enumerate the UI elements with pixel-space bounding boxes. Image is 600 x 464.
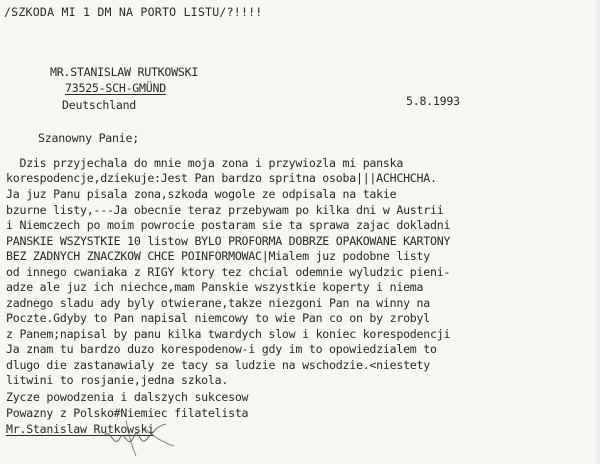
closing-wish: Zycze powodzenia i dalszych sukcesow	[6, 390, 249, 404]
body-line: Poczte.Gdyby to Pan napisal niemcowy to wie Pan co on by zrobyl	[6, 311, 430, 325]
body-line: adze ale juz ich niechce,mam Panskie wszystkie koperty i niema	[6, 280, 424, 294]
body-line: z Panem;napisal by panu kilka twardych slow i koniec korespodencji	[6, 327, 451, 341]
body-line: dlugo die zastanawialy ze tacy sa ludzie na wschodzie.<niestety	[6, 358, 430, 372]
top-note: /SZKODA MI 1 DM NA PORTO LISTU/?!!!!	[4, 5, 263, 19]
body-line: PANSKIE WSZYSTKIE 10 listow BYLO PROFORMA DOBRZE OPAKOWANE KARTONY	[6, 234, 451, 248]
body-line: BEZ ZADNYCH ZNACZKOW CHCE POINFORMOWAC|Mialem juz podobne listy	[6, 249, 430, 263]
body-line: i Niemczech po moim powrocie postaram sie ta sprawa zajac dokladni	[6, 218, 451, 232]
body-line: litwini to rosjanie,jedna szkola.	[6, 373, 229, 387]
body-line: od innego cwaniaka z RIGY ktory tez chcial odemnie wyludzic pieni-	[6, 265, 451, 279]
salutation: Szanowny Panie;	[38, 131, 139, 145]
recipient-country: Deutschland	[62, 98, 137, 112]
body-line: korespodencje,dziekuje:Jest Pan bardzo spritna osoba|||ACHCHCHA.	[6, 171, 437, 185]
closing-title: Powazny z Polsko#Niemiec filatelista	[6, 406, 249, 420]
paper-edge-shadow	[594, 0, 600, 464]
body-line: Ja znam tu bardzo duzo korespodenow-i gdy im to opowiedzialem to	[6, 342, 437, 356]
body-line: zadnego sladu ady byly otwierane,takze niezgoni Pan na winny na	[6, 296, 430, 310]
handwritten-signature	[96, 406, 182, 462]
letter-date: 5.8.1993	[406, 94, 460, 108]
recipient-name: MR.STANISLAW RUTKOWSKI	[50, 65, 199, 79]
body-line: bzurne listy,---Ja obecnie teraz przebywam po kilka dni w Austrii	[6, 203, 444, 217]
signature-name: Mr.Stanislaw Rutkowski	[6, 422, 155, 436]
body-line: Ja juz Panu pisala zona,szkoda wogole ze odpisala na takie	[6, 187, 397, 201]
recipient-city: 73525-SCH-GMÜND	[65, 81, 166, 95]
body-line: Dzis przyjechala do mnie moja zona i przywiozla mi panska	[6, 156, 404, 170]
